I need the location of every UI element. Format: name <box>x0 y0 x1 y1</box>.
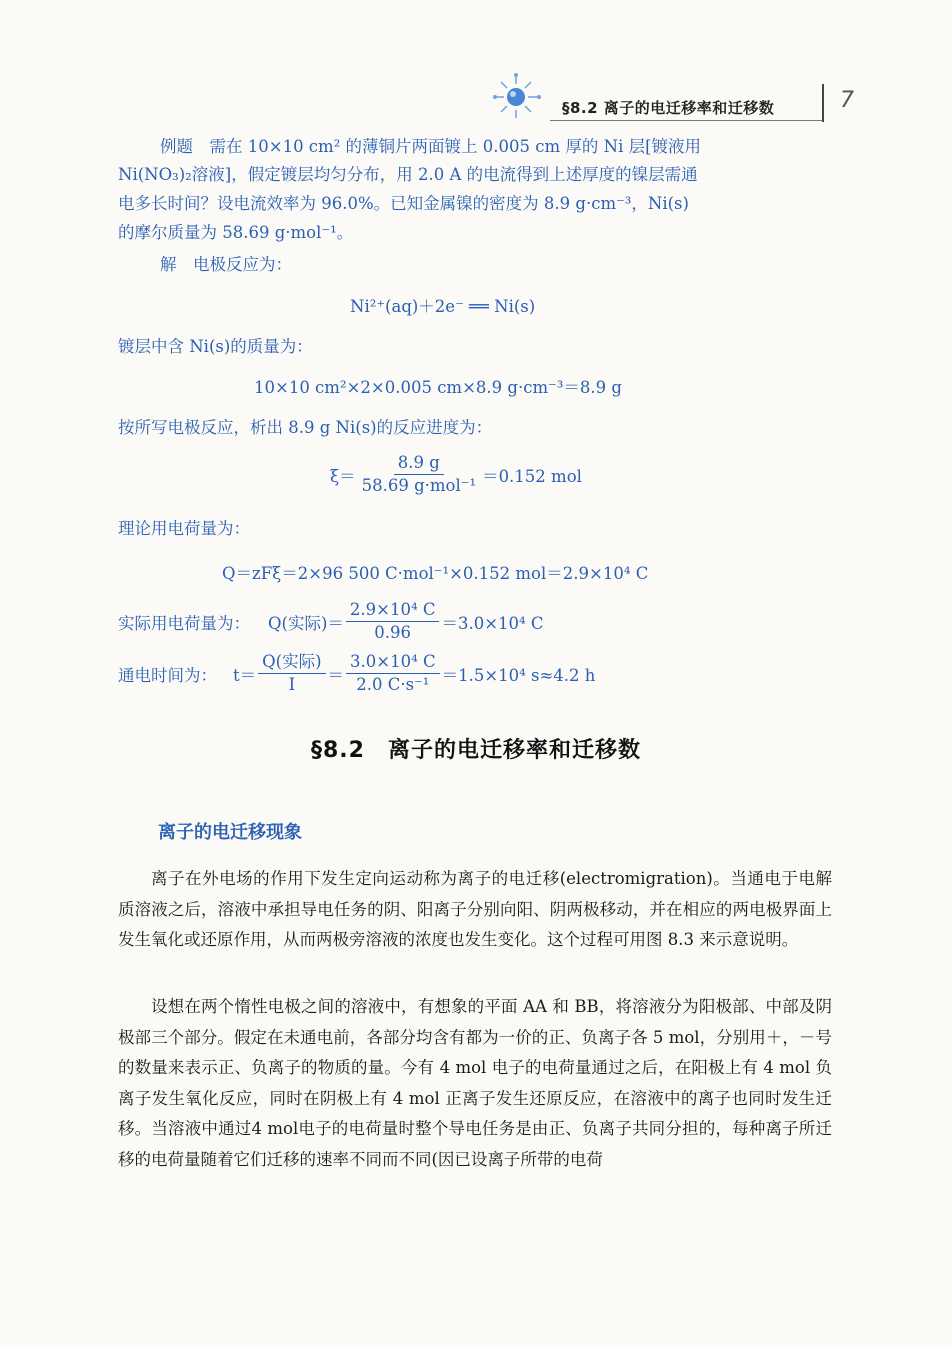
equation-mass: 10×10 cm²×2×0.005 cm×8.9 g·cm⁻³＝8.9 g <box>254 378 622 397</box>
eq6-lhs: t＝ <box>233 665 257 685</box>
example-line-1: 例题 需在 10×10 cm² 的薄铜片两面镀上 0.005 cm 厚的 Ni 层[镀液用 <box>160 137 702 156</box>
extent-heading: 按所写电极反应，析出 8.9 g Ni(s)的反应进度为： <box>118 418 493 437</box>
mass-heading: 镀层中含 Ni(s)的质量为： <box>118 337 313 356</box>
eq3-fraction <box>358 453 480 496</box>
eq5-lhs: Q(实际)＝ <box>268 613 344 633</box>
header-underline <box>550 120 824 121</box>
eq6-denominator-2: 2.0 C·s⁻¹ <box>356 675 430 694</box>
eq6-mid: ＝ <box>327 665 345 685</box>
example-line-2: Ni(NO₃)₂溶液]，假定镀层均匀分布，用 2.0 A 的电流得到上述厚度的镍层需通 <box>118 165 698 184</box>
eq5-fraction <box>346 600 440 643</box>
actual-charge-heading: 实际用电荷量为： <box>118 613 250 633</box>
body-paragraph-2: 设想在两个惰性电极之间的溶液中，有想象的平面 AA 和 BB，将溶液分为阳极部、中部及阴极部三个部分。假定在未通电前，各部分均含有都为一价的正、负离子各 5 mol，分别用＋，－号的数量来表示正、负离子的物质的量。今有 4 mol 电子的电荷量通过之后，在阳极上有 4 mol 负离子发生氧化反应，同时在阴极上有 4 mol 正离子发生还原反应，在溶液中的离子也同时发生迁移。当溶液中通过4 mol电子的电荷量时整个导电任务是由正、负离子共同分担的，每种离子所迁移的电荷量随着它们迁移的速率不同而不同(因已设离子所带的电荷 <box>118 997 832 1169</box>
page-number: 7 <box>840 88 854 113</box>
solution-heading: 解 电极反应为： <box>160 255 292 274</box>
equation-electrode-reaction: Ni²⁺(aq)＋2e⁻ ══ Ni(s) <box>350 297 536 316</box>
section-title: §8.2 离子的电迁移率和迁移数 <box>311 738 641 763</box>
subsection-heading: 离子的电迁移现象 <box>158 822 302 843</box>
actual-charge-row <box>118 600 544 643</box>
eq3-rhs: ＝0.152 mol <box>482 466 582 486</box>
eq3-lhs: ξ＝ <box>330 466 356 486</box>
time-row <box>118 652 595 695</box>
eq6-fraction-2 <box>346 652 440 695</box>
example-line-3: 电多长时间？设电流效率为 96.0%。已知金属镍的密度为 8.9 g·cm⁻³，Ni(s) <box>118 194 689 213</box>
time-heading: 通电时间为： <box>118 665 217 685</box>
eq3-denominator: 58.69 g·mol⁻¹ <box>361 476 477 495</box>
atom-icon <box>488 70 548 120</box>
eq6-denominator-1: I <box>288 675 296 694</box>
eq3-numerator: 8.9 g <box>394 453 444 475</box>
eq6-fraction-1 <box>258 652 325 695</box>
equation-extent <box>330 453 582 496</box>
eq6-numerator-1: Q(实际) <box>258 652 325 674</box>
eq5-rhs: ＝3.0×10⁴ C <box>441 613 544 633</box>
equation-theory-charge: Q＝zFξ＝2×96 500 C·mol⁻¹×0.152 mol＝2.9×10⁴ C <box>222 564 649 583</box>
running-header: §8.2 离子的电迁移率和迁移数 <box>562 99 775 117</box>
eq6-numerator-2: 3.0×10⁴ C <box>346 652 440 674</box>
eq5-numerator: 2.9×10⁴ C <box>346 600 440 622</box>
eq6-rhs: ＝1.5×10⁴ s≈4.2 h <box>441 665 596 685</box>
header-rule <box>822 84 824 122</box>
theory-charge-heading: 理论用电荷量为： <box>118 519 250 538</box>
eq5-denominator: 0.96 <box>374 623 412 642</box>
example-line-4: 的摩尔质量为 58.69 g·mol⁻¹。 <box>118 223 354 242</box>
body-paragraph-1: 离子在外电场的作用下发生定向运动称为离子的电迁移(electromigration)。当通电于电解质溶液之后，溶液中承担导电任务的阴、阳离子分别向阳、阴两极移动，并在相应的两电极界面上发生氧化或还原作用，从而两极旁溶液的浓度也发生变化。这个过程可用图 8.3 来示意说明。 <box>118 869 832 949</box>
